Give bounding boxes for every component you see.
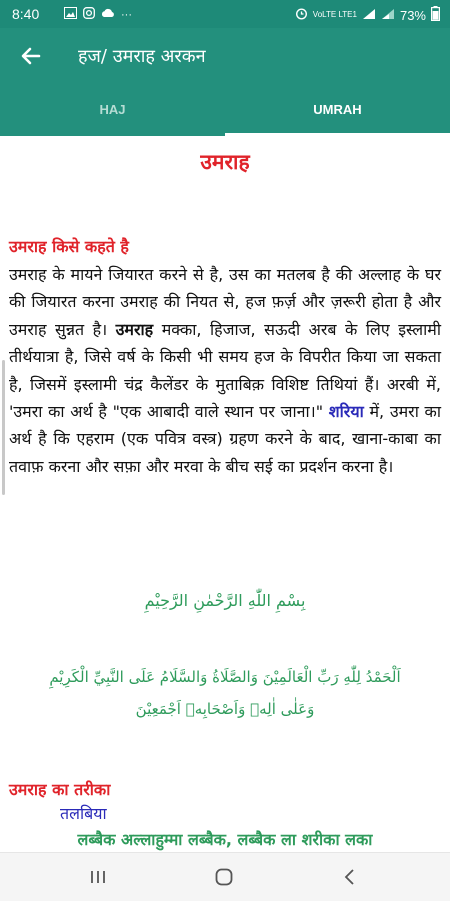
status-time: 8:40 — [12, 6, 40, 22]
tab-bar — [0, 84, 450, 136]
hamd-line-1: اَلْحَمْدُ لِلّٰهِ رَبِّ الْعَالَمِيْنَ وَالصَّلَاةُ وَالسَّلَامُ عَلَى النَّبِيِّ الْكَرِيْمِ — [49, 668, 401, 686]
hamd-line-2: وَعَلٰى اٰلِهٖ وَاَصْحَابِهٖ اَجْمَعِيْنَ — [135, 700, 315, 718]
para-text-1: उमराह के मायने जियारत करने से है, उस का मतलब है की अल्लाह के घर की जियारत करना उमराह की नियत से, हज फ़र्ज़ और ज़रूरी होता है और उमराह सुन्नत है। — [9, 265, 441, 339]
sharia-link[interactable]: शरिया — [328, 402, 364, 422]
battery-percent: 73% — [399, 7, 426, 23]
network-type: VoLTE LTE1 — [312, 10, 357, 19]
status-bar — [0, 0, 450, 28]
tab-umrah[interactable]: UMRAH — [313, 102, 362, 117]
page-title: हज/ उमराह अरकन — [78, 46, 206, 67]
tab-haj[interactable]: HAJ — [99, 102, 126, 117]
recent-apps-icon[interactable] — [88, 867, 108, 887]
scroll-indicator — [2, 360, 5, 495]
section-title-umrah-method: उमराह का तरीका — [9, 780, 111, 799]
app-bar — [0, 28, 450, 84]
instagram-icon — [83, 7, 95, 22]
alarm-icon — [295, 7, 308, 23]
signal-icon — [362, 8, 376, 23]
cloud-icon — [101, 8, 115, 21]
back-arrow-icon[interactable] — [18, 43, 44, 69]
bismillah-text: بِسْمِ اللّٰهِ الرَّحْمٰنِ الرَّحِيْمِ — [144, 591, 306, 610]
content-scroll-area[interactable] — [0, 136, 450, 852]
para-text-2: मक्का, हिजाज, सऊदी अरब के लिए इस्लामी तीर्थयात्रा है, जिसे वर्ष के किसी भी समय हज के विपरीत किया जा सकता है, जिसमें इस्लामी चंद्र कैलेंडर के मुताबिक़ विशिष्ट तिथियां हैं। अरबी में, 'उमरा का अर्थ है "एक आबादी वाले स्थान पर जाना।" — [9, 319, 441, 422]
signal-icon-2 — [381, 8, 395, 23]
para-bold-umrah: उमराह — [115, 319, 154, 339]
home-icon[interactable] — [214, 867, 234, 887]
talbiya-label: तलबिया — [60, 804, 107, 823]
more-notifications-icon: ··· — [121, 8, 132, 21]
system-nav-bar — [0, 852, 450, 901]
umrah-description — [9, 261, 441, 480]
section-title-what-is-umrah: उमराह किसे कहते है — [9, 237, 129, 256]
battery-icon — [431, 6, 440, 24]
back-icon[interactable] — [340, 867, 360, 887]
content-heading: उमराह — [200, 150, 250, 174]
notification-icons — [64, 7, 132, 22]
gallery-icon — [64, 7, 77, 22]
labbaik-text: लब्बैक अल्लाहुम्मा लब्बैक, लब्बैक ला शरीका लका — [77, 830, 373, 849]
status-right — [295, 6, 440, 24]
para-text-3: में, उमरा का अर्थ है कि एहराम (एक पवित्र वस्त्र) ग्रहण करने के बाद, खाना-काबा का तवाफ़ करना और सफ़ा और मरवा के बीच सई का प्रदर्शन करना है। — [9, 402, 441, 476]
